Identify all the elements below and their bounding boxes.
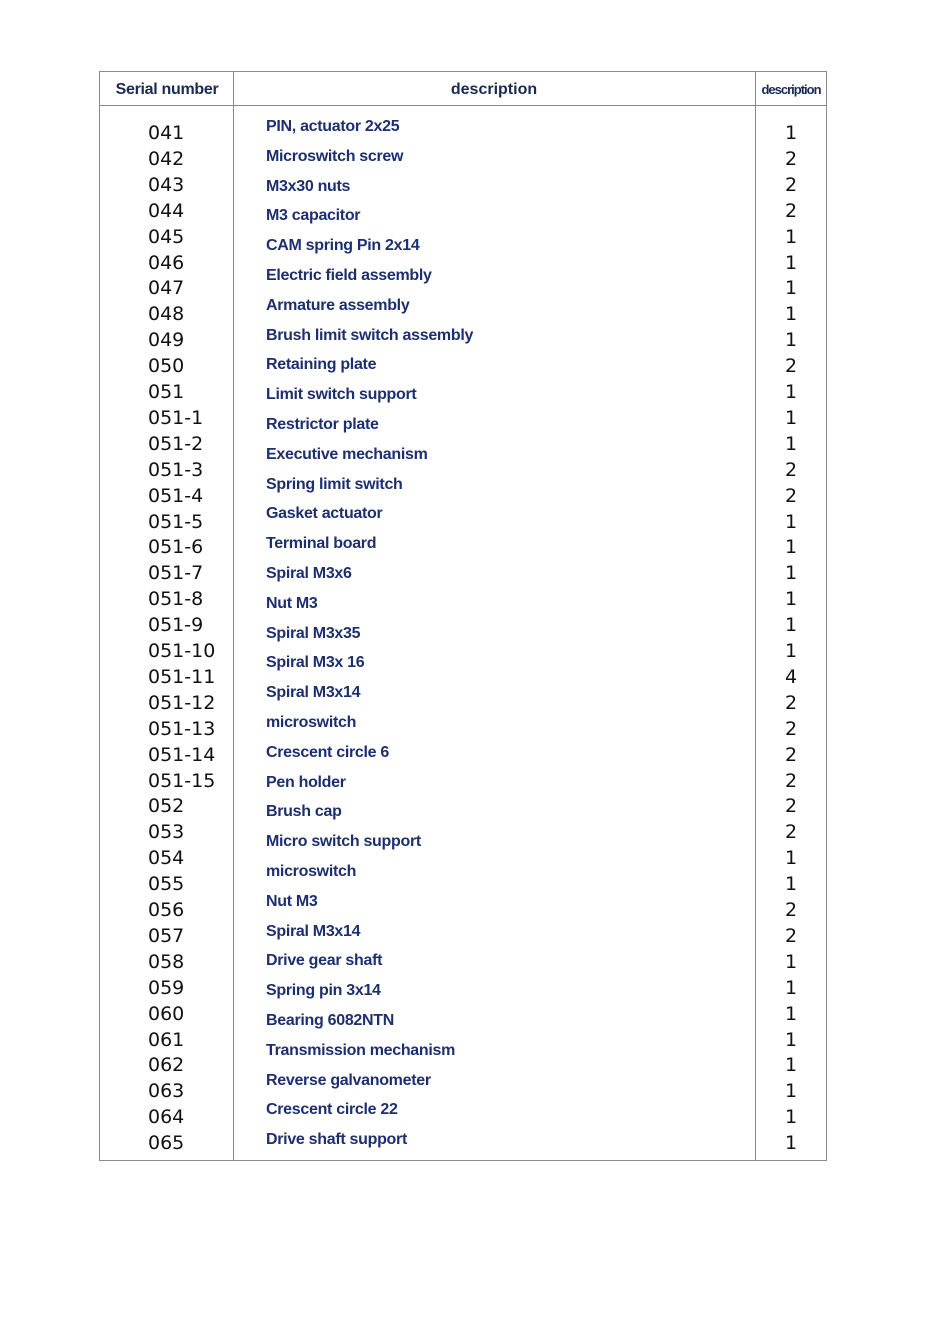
serial-number-cell: 051-10	[148, 640, 216, 662]
quantity-cell: 1	[784, 1132, 798, 1155]
description-cell: Limit switch support	[266, 386, 417, 404]
description-cell: Spiral M3x6	[266, 565, 352, 582]
quantity-cell: 2	[784, 717, 798, 740]
quantity-cell: 1	[784, 976, 798, 999]
quantity-cell: 2	[784, 691, 798, 714]
serial-number-cell: 060	[148, 1002, 185, 1025]
description-cell: Terminal board	[266, 535, 377, 553]
serial-number-cell: 062	[148, 1054, 185, 1077]
serial-number-cell: 052	[148, 795, 185, 818]
serial-number-cell: 051-3	[148, 458, 204, 481]
quantity-cell: 1	[784, 381, 798, 403]
column-divider	[233, 72, 234, 1160]
serial-number-cell: 044	[148, 199, 185, 222]
quantity-cell: 1	[784, 122, 798, 144]
serial-number-cell: 047	[148, 277, 185, 300]
header-quantity: description	[761, 82, 821, 97]
quantity-cell: 2	[784, 899, 798, 921]
description-cell: Drive gear shaft	[266, 952, 383, 970]
description-cell: Pen holder	[266, 773, 346, 791]
quantity-cell: 1	[784, 1028, 798, 1051]
quantity-cell: 1	[784, 277, 798, 300]
quantity-cell: 2	[784, 458, 798, 481]
quantity-cell: 1	[784, 873, 798, 896]
quantity-cell: 4	[784, 665, 798, 688]
quantity-cell: 1	[784, 1002, 798, 1025]
quantity-cell: 1	[784, 536, 798, 559]
quantity-cell: 1	[784, 562, 798, 585]
quantity-cell: 1	[784, 406, 798, 429]
quantity-cell: 1	[784, 1080, 798, 1103]
serial-number-cell: 051-11	[148, 665, 216, 688]
quantity-cell: 2	[784, 199, 798, 222]
serial-number-cell: 059	[148, 976, 185, 999]
description-cell: Brush cap	[266, 803, 342, 821]
quantity-cell: 1	[784, 588, 798, 611]
quantity-cell: 1	[784, 251, 798, 274]
description-cell: Gasket actuator	[266, 505, 383, 523]
description-cell: Restrictor plate	[266, 416, 379, 433]
parts-table	[99, 71, 827, 1161]
serial-number-cell: 045	[148, 225, 185, 248]
serial-number-cell: 057	[148, 924, 185, 947]
description-cell: microswitch	[266, 714, 357, 731]
quantity-cell: 1	[784, 225, 798, 248]
description-cell: Spiral M3x 16	[266, 654, 365, 672]
header-serial-number: Serial number	[115, 81, 219, 98]
description-cell: Reverse galvanometer	[266, 1071, 431, 1089]
description-cell: Microswitch screw	[266, 147, 404, 165]
quantity-cell: 2	[784, 147, 798, 170]
description-cell: Retaining plate	[266, 356, 377, 374]
description-cell: Spring limit switch	[266, 475, 403, 493]
description-cell: Electric field assembly	[266, 267, 432, 284]
serial-number-cell: 051-14	[148, 743, 216, 766]
serial-number-cell: 051-12	[148, 691, 216, 714]
description-cell: M3x30 nuts	[266, 177, 351, 195]
description-cell: Brush limit switch assembly	[266, 326, 474, 344]
serial-number-cell: 056	[148, 899, 185, 921]
serial-number-cell: 051-1	[148, 406, 204, 429]
serial-number-cell: 051-2	[148, 432, 204, 455]
serial-number-cell: 048	[148, 303, 185, 326]
description-cell: CAM spring Pin 2x14	[266, 237, 420, 255]
serial-number-cell: 042	[148, 147, 185, 170]
quantity-cell: 1	[784, 640, 798, 662]
description-cell: Nut M3	[266, 594, 318, 612]
quantity-cell: 2	[784, 743, 798, 766]
serial-number-cell: 058	[148, 950, 185, 973]
quantity-cell: 1	[784, 432, 798, 455]
serial-number-cell: 041	[148, 122, 185, 144]
description-cell: Crescent circle 22	[266, 1101, 398, 1119]
description-cell: Spiral M3x14	[266, 684, 361, 702]
serial-number-cell: 051-15	[148, 769, 216, 792]
serial-number-cell: 061	[148, 1028, 185, 1051]
serial-number-cell: 043	[148, 173, 185, 196]
description-cell: Nut M3	[266, 892, 318, 910]
description-cell: Spiral M3x35	[266, 624, 361, 642]
quantity-cell: 2	[784, 769, 798, 792]
quantity-cell: 2	[784, 795, 798, 818]
quantity-cell: 2	[784, 924, 798, 947]
serial-number-cell: 051-8	[148, 588, 204, 611]
serial-number-cell: 064	[148, 1106, 185, 1129]
quantity-cell: 1	[784, 1106, 798, 1129]
serial-number-cell: 063	[148, 1080, 185, 1103]
quantity-cell: 1	[784, 303, 798, 326]
description-cell: PIN, actuator 2x25	[266, 118, 400, 135]
quantity-cell: 2	[784, 821, 798, 844]
quantity-cell: 2	[784, 355, 798, 378]
header-divider	[100, 105, 826, 106]
serial-number-cell: 049	[148, 329, 185, 352]
serial-number-cell: 065	[148, 1132, 185, 1155]
serial-number-cell: 051-4	[148, 484, 204, 507]
serial-number-cell: 051	[148, 381, 185, 403]
quantity-cell: 1	[784, 950, 798, 973]
description-cell: microswitch	[266, 863, 357, 880]
serial-number-cell: 055	[148, 873, 185, 896]
description-cell: Spring pin 3x14	[266, 982, 381, 1000]
quantity-cell: 2	[784, 484, 798, 507]
serial-number-cell: 051-5	[148, 510, 204, 533]
quantity-cell: 1	[784, 847, 798, 870]
description-cell: Executive mechanism	[266, 445, 428, 463]
description-cell: Micro switch support	[266, 833, 421, 851]
description-cell: M3 capacitor	[266, 207, 361, 225]
serial-number-cell: 051-7	[148, 562, 204, 585]
serial-number-cell: 051-9	[148, 614, 204, 637]
quantity-cell: 2	[784, 173, 798, 196]
column-divider	[755, 72, 756, 1160]
quantity-cell: 1	[784, 614, 798, 637]
description-cell: Drive shaft support	[266, 1131, 407, 1149]
header-description: description	[450, 81, 538, 98]
serial-number-cell: 051-13	[148, 717, 216, 740]
description-cell: Spiral M3x14	[266, 922, 361, 940]
description-cell: Crescent circle 6	[266, 743, 389, 761]
serial-number-cell: 054	[148, 847, 185, 870]
serial-number-cell: 046	[148, 251, 185, 274]
quantity-cell: 1	[784, 329, 798, 352]
description-cell: Armature assembly	[266, 296, 410, 314]
serial-number-cell: 050	[148, 355, 185, 378]
quantity-cell: 1	[784, 510, 798, 533]
description-cell: Bearing 6082NTN	[266, 1012, 394, 1029]
serial-number-cell: 053	[148, 821, 185, 844]
description-cell: Transmission mechanism	[266, 1041, 456, 1059]
serial-number-cell: 051-6	[148, 536, 204, 559]
quantity-cell: 1	[784, 1054, 798, 1077]
